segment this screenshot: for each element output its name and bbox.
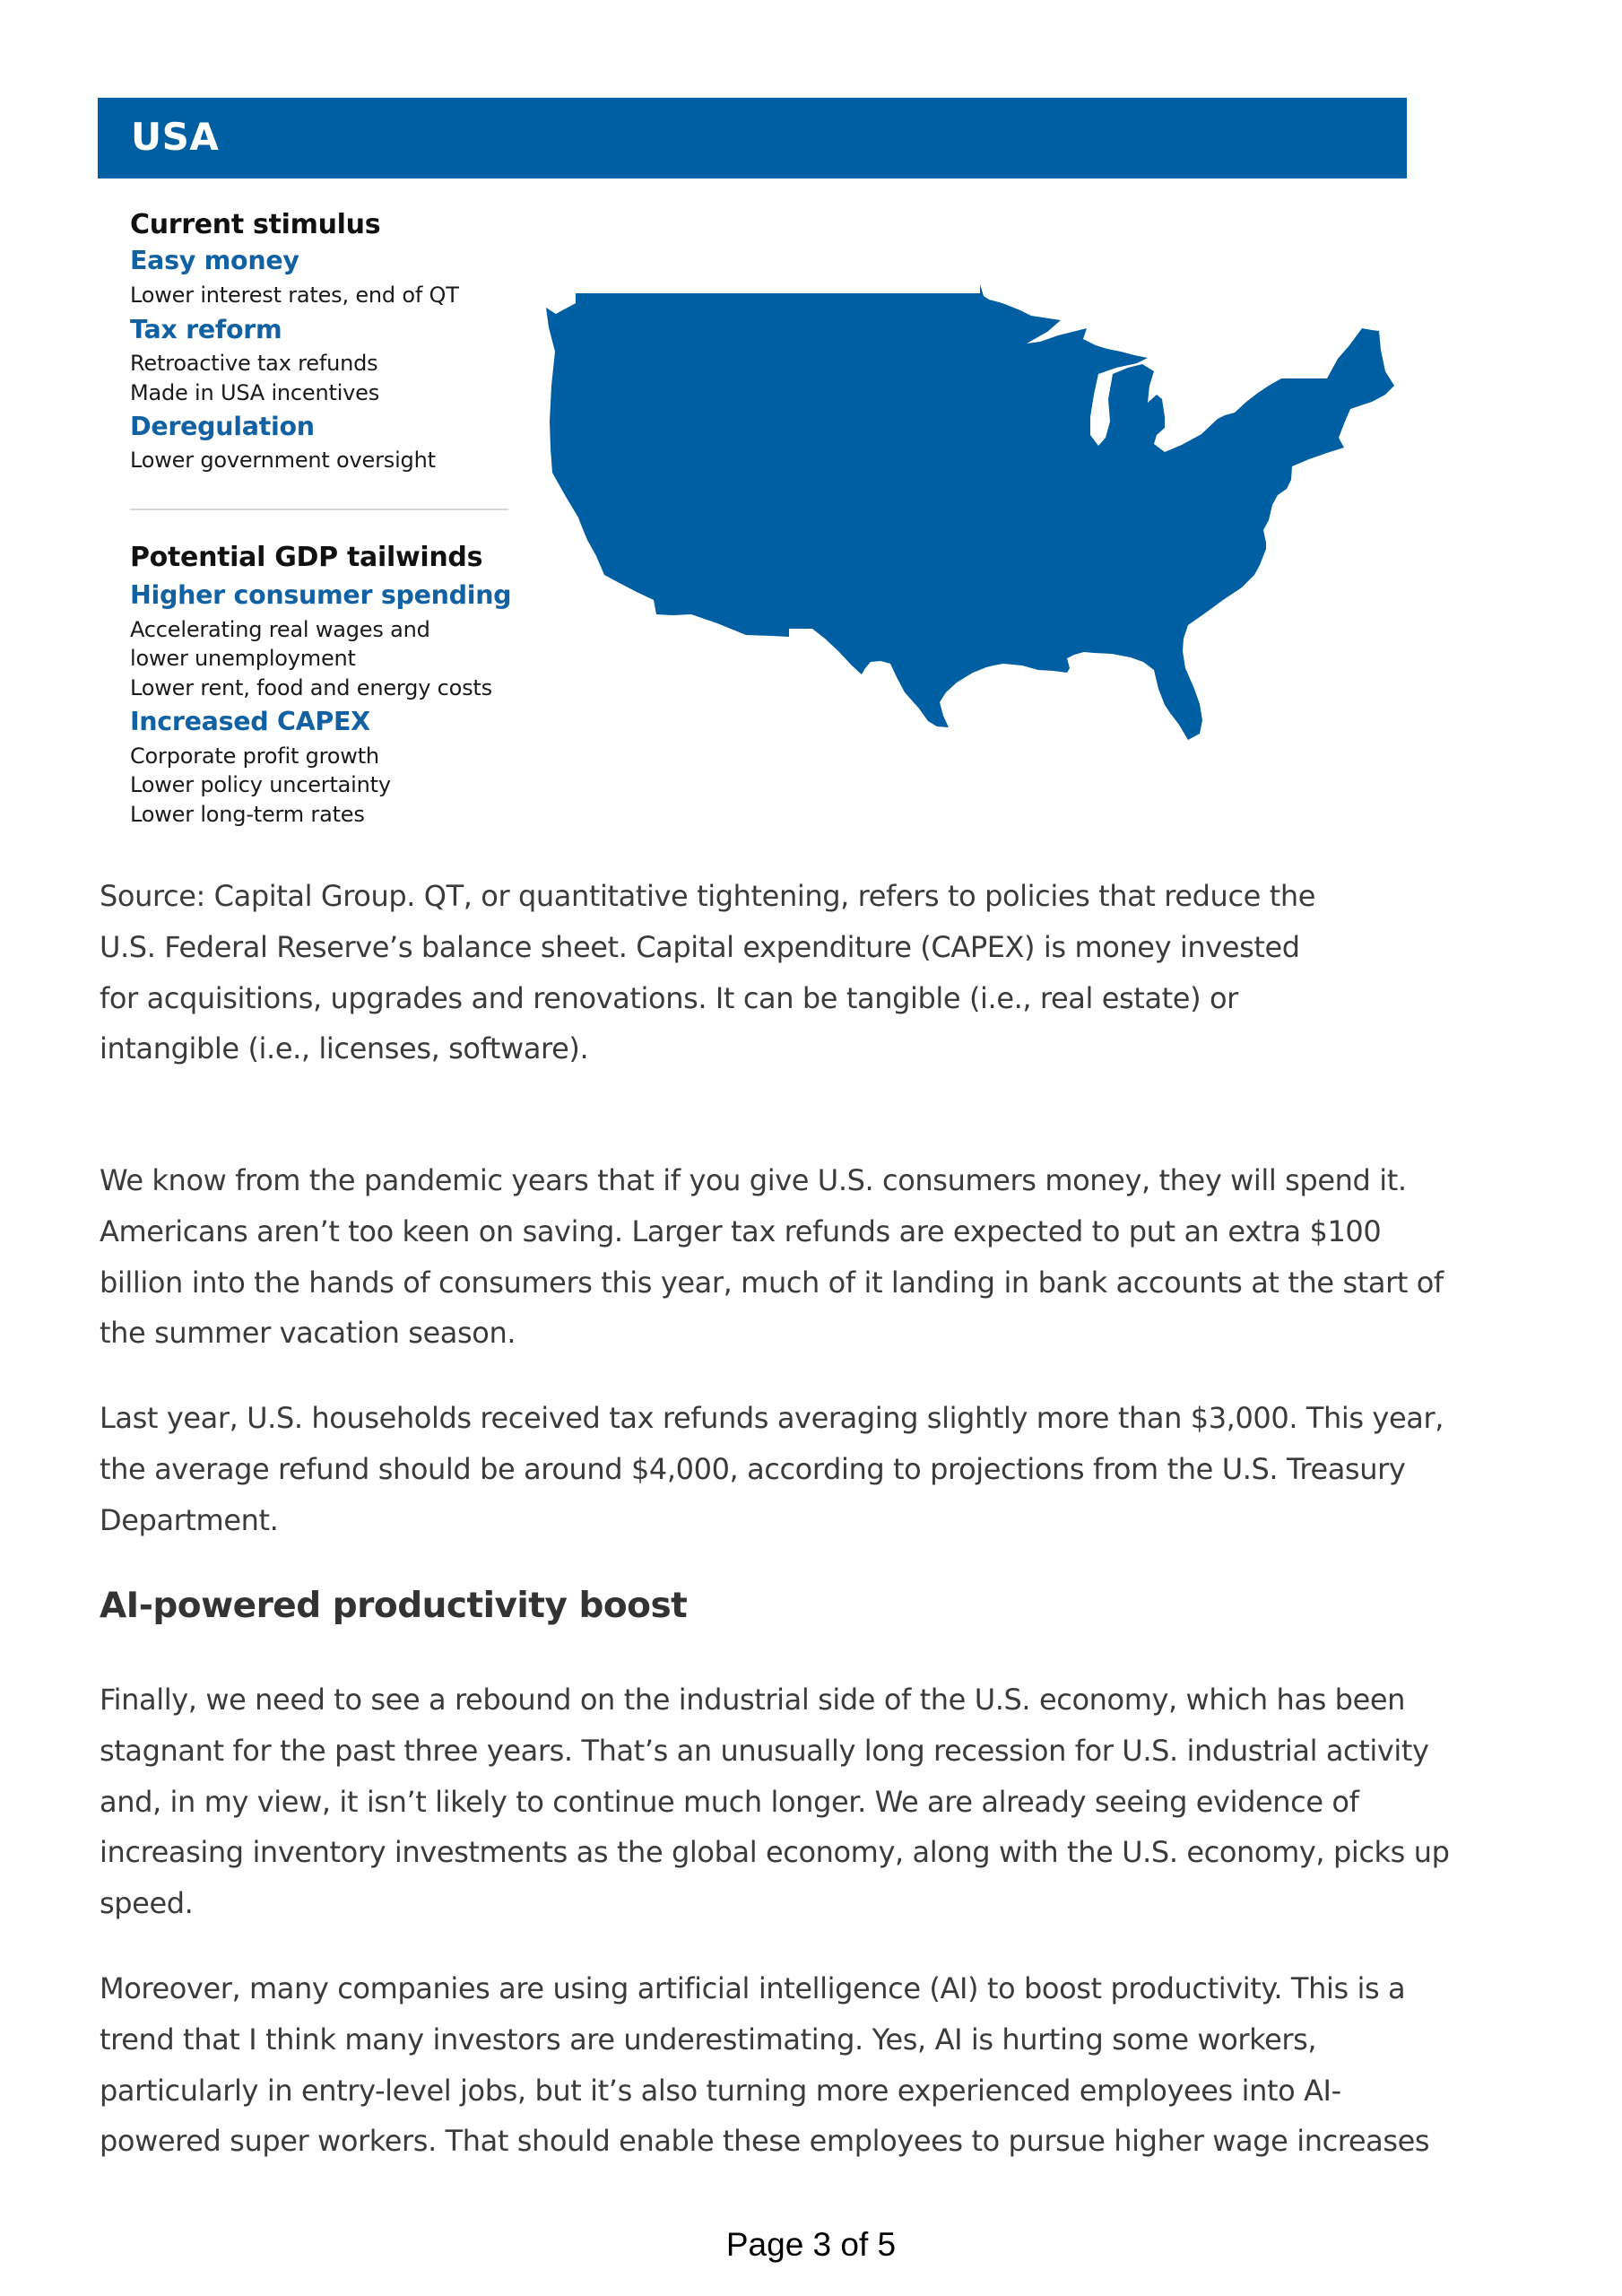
section-title: USA	[131, 115, 220, 159]
paragraph-line: trend that I think many investors are underestimating. Yes, AI is hurting some workers,	[100, 2022, 1317, 2057]
source-note-line: for acquisitions, upgrades and renovations. It can be tangible (i.e., real estate) or	[100, 980, 1238, 1015]
paragraph-line: Moreover, many companies are using artificial intelligence (AI) to boost productivity. This is a	[100, 1971, 1406, 2005]
consumer-spending-title: Higher consumer spending	[130, 580, 512, 610]
tax-reform-title: Tax reform	[130, 315, 282, 344]
deregulation-title: Deregulation	[130, 412, 315, 441]
source-note-line: Source: Capital Group. QT, or quantitative tightening, refers to policies that reduce the	[100, 879, 1316, 913]
paragraph-line: stagnant for the past three years. That’s an unusually long recession for U.S. industrial activity	[100, 1733, 1429, 1768]
consumer-spending-item: lower unemployment	[130, 646, 356, 671]
current-stimulus-heading: Current stimulus	[130, 209, 381, 240]
paragraph-industrial-rebound	[100, 1674, 1543, 1929]
usa-map-shape	[546, 284, 1394, 740]
page-number: Page 3 of 5	[725, 2226, 897, 2263]
consumer-spending-item: Accelerating real wages and	[130, 617, 430, 642]
easy-money-item: Lower interest rates, end of QT	[130, 283, 459, 308]
section-heading-ai-productivity: AI-powered productivity boost	[100, 1586, 688, 1626]
paragraph-line: billion into the hands of consumers this year, much of it landing in bank accounts at the start of	[100, 1265, 1444, 1300]
paragraph-line: Americans aren’t too keen on saving. Larger tax refunds are expected to put an extra $100	[100, 1213, 1382, 1248]
tailwinds-heading: Potential GDP tailwinds	[130, 542, 483, 573]
consumer-spending-item: Lower rent, food and energy costs	[130, 675, 492, 700]
paragraph-line: increasing inventory investments as the global economy, along with the U.S. economy, picks up	[100, 1835, 1450, 1870]
paragraph-line: particularly in entry-level jobs, but it’s also turning more experienced employees into AI-	[100, 2073, 1341, 2108]
tax-reform-item: Retroactive tax refunds	[130, 351, 378, 376]
usa-map-icon	[0, 0, 1622, 807]
paragraph-tax-refunds-spending	[100, 1155, 1543, 1359]
paragraph-line: Finally, we need to see a rebound on the industrial side of the U.S. economy, which has been	[100, 1683, 1406, 1717]
paragraph-line: powered super workers. That should enable these employees to pursue higher wage increases	[100, 2124, 1430, 2159]
paragraph-line: the summer vacation season.	[100, 1316, 516, 1351]
capex-item: Lower long-term rates	[130, 802, 365, 827]
deregulation-item: Lower government oversight	[130, 448, 436, 473]
paragraph-line: the average refund should be around $4,000, according to projections from the U.S. Treasury	[100, 1451, 1406, 1486]
paragraph-line: Last year, U.S. households received tax refunds averaging slightly more than $3,000. This year,	[100, 1401, 1444, 1435]
capex-item: Lower policy uncertainty	[130, 772, 391, 797]
paragraph-line: speed.	[100, 1886, 194, 1921]
capex-title: Increased CAPEX	[130, 707, 370, 736]
paragraph-average-refund	[100, 1393, 1543, 1545]
source-note-line: U.S. Federal Reserve’s balance sheet. Capital expenditure (CAPEX) is money invested	[100, 929, 1300, 964]
source-note-line: intangible (i.e., licenses, software).	[100, 1031, 589, 1066]
paragraph-line: Department.	[100, 1502, 279, 1537]
paragraph-ai-productivity	[100, 1963, 1543, 2167]
tax-reform-item: Made in USA incentives	[130, 380, 380, 405]
paragraph-line: We know from the pandemic years that if you give U.S. consumers money, they will spend it.	[100, 1163, 1407, 1197]
capex-item: Corporate profit growth	[130, 744, 379, 769]
paragraph-line: and, in my view, it isn’t likely to continue much longer. We are already seeing evidence of	[100, 1784, 1359, 1819]
easy-money-title: Easy money	[130, 246, 299, 275]
source-note	[100, 871, 1543, 1074]
